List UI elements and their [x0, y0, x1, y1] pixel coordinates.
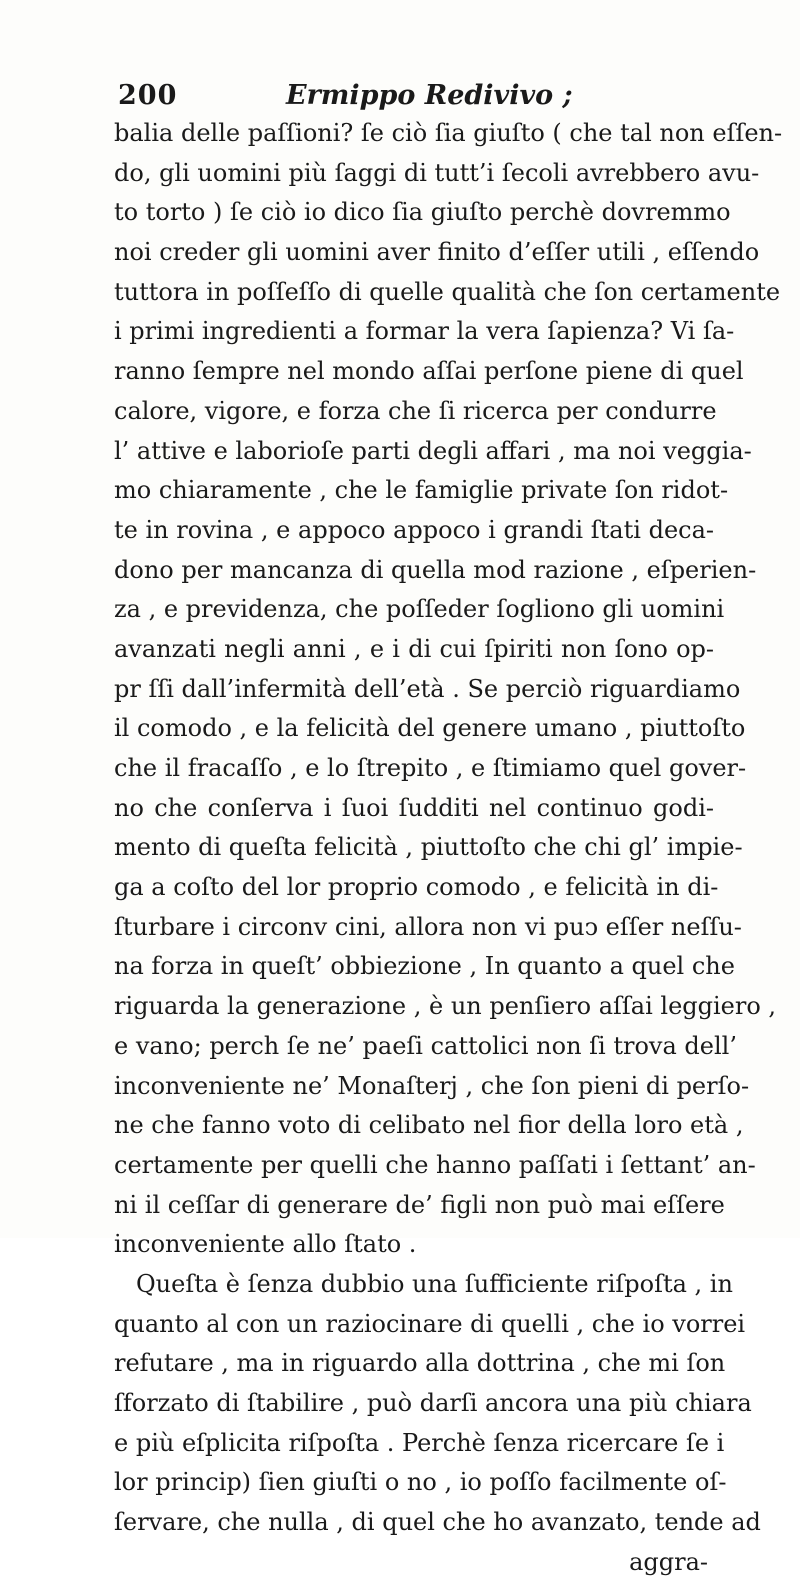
- text-line: mento di queſta felicità , piuttoſto che chi gl’ impie-: [114, 833, 743, 862]
- text-line: riguarda la generazione , è un penſiero aſſai leggiero ,: [114, 992, 777, 1021]
- page-number: 200: [118, 80, 178, 111]
- text-line: inconveniente ne’ Monaſterj , che ſon pieni di perſo-: [114, 1071, 750, 1100]
- running-head: [118, 76, 718, 116]
- text-line: ni il ceſſar di generare de’ figli non può mai eſſere: [114, 1190, 725, 1219]
- text-line: i primi ingredienti a formar la vera ſapienza? Vi ſa-: [114, 317, 735, 346]
- text-line: ſforzato di ſtabilire , può darſi ancora una più chiara: [114, 1389, 752, 1417]
- text-line: no che conſerva i ſuoi ſudditi nel continuo godi-: [114, 793, 714, 822]
- text-line: refutare , ma in riguardo alla dottrina , che mi ſon: [114, 1349, 726, 1378]
- text-line: na forza in queſt’ obbiezione , In quanto a quel che: [114, 952, 735, 981]
- text-line: te in rovina , e appoco appoco i grandi ſtati deca-: [114, 515, 714, 544]
- running-title: Ermippo Redivivo ;: [286, 80, 573, 111]
- text-line: tuttora in poſſeſſo di quelle qualità che ſon certamente: [114, 277, 781, 306]
- text-line: ga a coſto del lor proprio comodo , e felicità in di-: [114, 873, 719, 902]
- text-line: lor princip) ſien giuſti o no , io poſſo facilmente oſ-: [114, 1468, 727, 1497]
- text-line: che il fracaſſo , e lo ſtrepito , e ſtimiamo quel gover-: [114, 754, 747, 782]
- text-line: e vano; perch ſe ne’ paeſi cattolici non ſi trova dell’: [114, 1031, 737, 1060]
- text-line: ſturbare i circonv cini, allora non vi puↄ eſſer neſſu-: [114, 912, 742, 941]
- body-text: [114, 114, 783, 1582]
- text-line: calore, vigore, e forza che ſi ricerca per condurre: [114, 396, 717, 425]
- text-line: il comodo , e la felicità del genere umano , piuttoſto: [114, 714, 746, 743]
- text-line: l’ attive e laborioſe parti degli affari , ma noi veggia-: [114, 436, 752, 465]
- text-line: to torto ) ſe ciò io dico ſia giuſto perchè dovremmo: [114, 198, 731, 227]
- text-line: ne che fanno voto di celibato nel fior della loro età ,: [114, 1111, 744, 1140]
- text-line: do, gli uomini più ſaggi di tutt’i ſecoli avrebbero avu-: [114, 158, 760, 187]
- text-line: certamente per quelli che hanno paſſati i ſettant’ an-: [114, 1150, 756, 1179]
- catchword: aggra-: [629, 1547, 708, 1576]
- text-line: e più eſplicita riſpoſta . Perchè ſenza ricercare ſe i: [114, 1428, 725, 1457]
- text-line: pr ſſi dall’infermità dell’età . Se perciò riguardiamo: [114, 674, 741, 703]
- text-line: noi creder gli uomini aver finito d’eſſer utili , eſſendo: [114, 238, 760, 267]
- text-line: ranno ſempre nel mondo aſſai perſone piene di quel: [114, 357, 744, 386]
- text-line: Queſta è ſenza dubbio una ſufficiente riſpoſta , in: [136, 1269, 733, 1298]
- text-line: ſervare, che nulla , di quel che ho avanzato, tende ad: [114, 1508, 761, 1537]
- text-line: balia delle paſſioni? ſe ciò ſia giuſto ( che tal non eſſen-: [114, 119, 783, 147]
- text-line: inconveniente allo ſtato .: [114, 1230, 417, 1259]
- text-line: dono per mancanza di quella mod razione , eſperien-: [114, 555, 757, 584]
- text-line: mo chiaramente , che le famiglie private ſon ridot-: [114, 476, 729, 505]
- text-line: za , e previdenza, che poſſeder ſogliono gli uomini: [114, 595, 725, 624]
- text-line: avanzati negli anni , e i di cui ſpiriti non ſono op-: [114, 634, 714, 663]
- text-line: quanto al con un raziocinare di quelli , che io vorrei: [114, 1309, 746, 1338]
